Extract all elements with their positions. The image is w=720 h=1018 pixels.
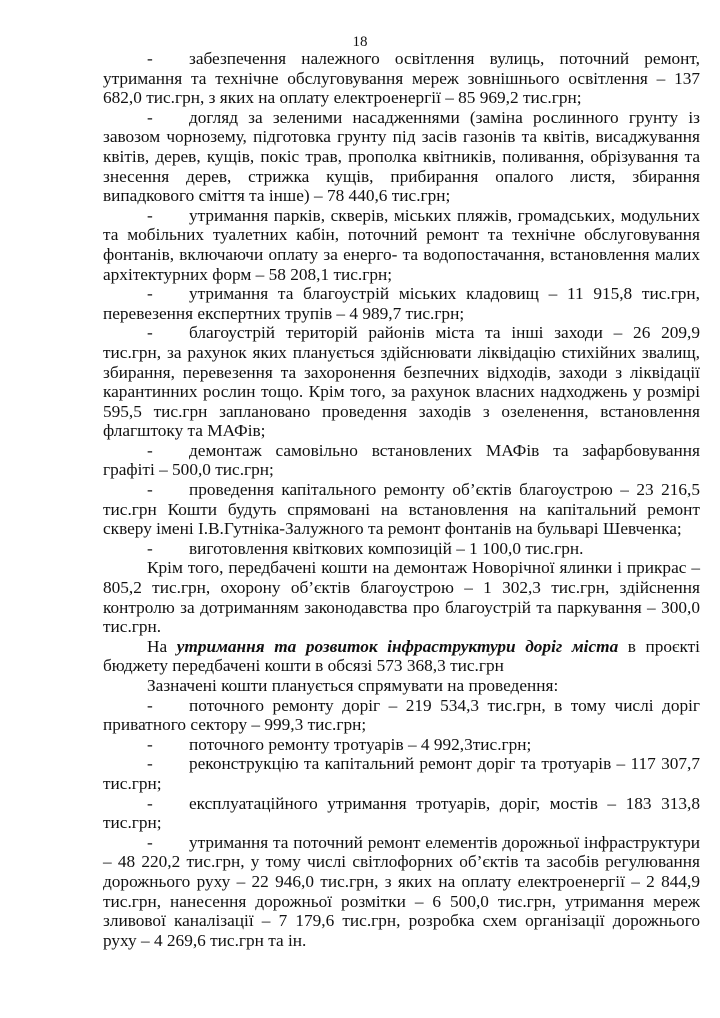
- bullet-text: забезпечення належного освітлення вулиць, поточний ремонт, утримання та технічне обслуговування мереж зовнішнього освітлення – 137 682,0 тис.грн, з яких на оплату електроенергії – 85 969,2 тис.грн;: [103, 49, 700, 108]
- bullet-text: реконструкцію та капітальний ремонт доріг та тротуарів – 117 307,7 тис.грн;: [103, 754, 700, 793]
- roads-text-before: На: [147, 636, 177, 656]
- page-number: 18: [352, 34, 368, 50]
- bullet-text: догляд за зеленими насадженнями (заміна рослинного грунту із завозом чорнозему, підготовка грунту під засів газонів та квітів, висаджування квітів, дерев, кущів, покіс трав, прополка квітників, поливання, обрізування та знесення дерев, стрижка кущів, прибирання опалого листя, збирання випадкового сміття та інше) – 78 440,6 тис.грн;: [103, 107, 700, 206]
- bullet-dash: -: [147, 323, 153, 343]
- bullet-dash: -: [147, 107, 153, 127]
- paragraph-roads: [103, 637, 700, 676]
- bullet-dash: -: [147, 284, 153, 304]
- bullet-text: утримання парків, скверів, міських пляжів, громадських, модульних та мобільних туалетних кабін, поточний ремонт та технічне обслуговування фонтанів, включаючи оплату за енерго- та водопостачання, встановлення малих архітектурних форм – 58 208,1 тис.грн;: [103, 205, 700, 284]
- bullet-text: поточного ремонту тротуарів – 4 992,3тис.грн;: [189, 734, 532, 754]
- bullet-dash: -: [147, 793, 153, 813]
- paragraph-intro: Зазначені кошти планується спрямувати на проведення:: [147, 676, 559, 695]
- bullet-text: експлуатаційного утримання тротуарів, доріг, мостів – 183 313,8 тис.грн;: [103, 793, 700, 833]
- bullet-text: утримання та благоустрій міських кладовищ – 11 915,8 тис.грн, перевезення експертних трупів – 4 989,7 тис.грн;: [103, 284, 700, 323]
- bullet-dash: -: [147, 205, 153, 225]
- bullet-text: виготовлення квіткових композицій – 1 100,0 тис.грн.: [189, 538, 584, 558]
- bullet-text: благоустрій територій районів міста та інші заходи – 26 209,9 тис.грн, за рахунок яких планується здійснювати ліквідацію стихійних звалищ, збирання, перевезення та захоронення безпечних відходів, заходи з ліквідації карантинних рослин тощо. Крім того, за рахунок власних надходжень у розмірі 595,5 тис.грн заплановано проведення заходів з озеленення, встановлення флагштоку та МАФів;: [103, 323, 700, 441]
- bullet-item: [103, 49, 700, 108]
- bullet-item: [103, 833, 700, 951]
- bullet-dash: -: [147, 538, 153, 558]
- bullet-dash: -: [147, 832, 153, 852]
- bullet-dash: -: [147, 695, 153, 715]
- bullet-text: утримання та поточний ремонт елементів дорожньої інфраструктури – 48 220,2 тис.грн, у тому числі світлофорних об’єктів та засобів регулювання дорожнього руху – 22 946,0 тис.грн, з яких на оплату електроенергії – 2 844,9 тис.грн, нанесення дорожньої розмітки – 6 500,0 тис.грн, утримання мереж зливової каналізації – 7 179,6 тис.грн, розробка схем організації дорожнього руху – 4 269,6 тис.грн та ін.: [103, 832, 700, 950]
- bullet-dash: -: [147, 440, 153, 460]
- page-body: [103, 49, 700, 950]
- bullet-item: [103, 794, 700, 833]
- bullet-item: [103, 108, 700, 206]
- bullet-text: проведення капітального ремонту об’єктів благоустрою – 23 216,5 тис.грн Кошти будуть спрямовані на встановлення на капітальний ремонт скверу імені І.В.Гутніка-Залужного та ремонт фонтанів на бульварі Шевченка;: [103, 480, 700, 539]
- bullet-item: [103, 323, 700, 441]
- bullet-item: [103, 696, 700, 735]
- bullet-dash: -: [147, 480, 153, 500]
- roads-emphasis: утримання та розвиток інфраструктури доріг міста: [176, 636, 619, 656]
- bullet-dash: -: [147, 754, 153, 774]
- bullet-dash: -: [147, 734, 153, 754]
- bullet-item: [103, 754, 700, 793]
- paragraph-extra-funds: Крім того, передбачені кошти на демонтаж Новорічної ялинки і прикрас – 805,2 тис.грн, охорону об’єктів благоустрою – 1 302,3 тис.грн, здійснення контролю за дотриманням законодавства про благоустрій та паркування – 300,0 тис.грн.: [103, 558, 700, 637]
- bullet-item: [103, 206, 700, 284]
- bullet-item: [103, 735, 700, 755]
- bullet-text: поточного ремонту доріг – 219 534,3 тис.грн, в тому числі доріг приватного сектору – 999,3 тис.грн;: [103, 695, 700, 735]
- roads-text-after: в проєкті бюджету передбачені кошти в обсязі 573 368,3 тис.грн: [103, 636, 700, 676]
- bullet-item: [103, 480, 700, 539]
- bullet-item: [103, 539, 700, 559]
- bullet-text: демонтаж самовільно встановлених МАФів та зафарбовування графіті – 500,0 тис.грн;: [103, 440, 700, 480]
- bullet-dash: -: [147, 49, 153, 68]
- bullet-item: [103, 284, 700, 323]
- bullet-item: [103, 441, 700, 480]
